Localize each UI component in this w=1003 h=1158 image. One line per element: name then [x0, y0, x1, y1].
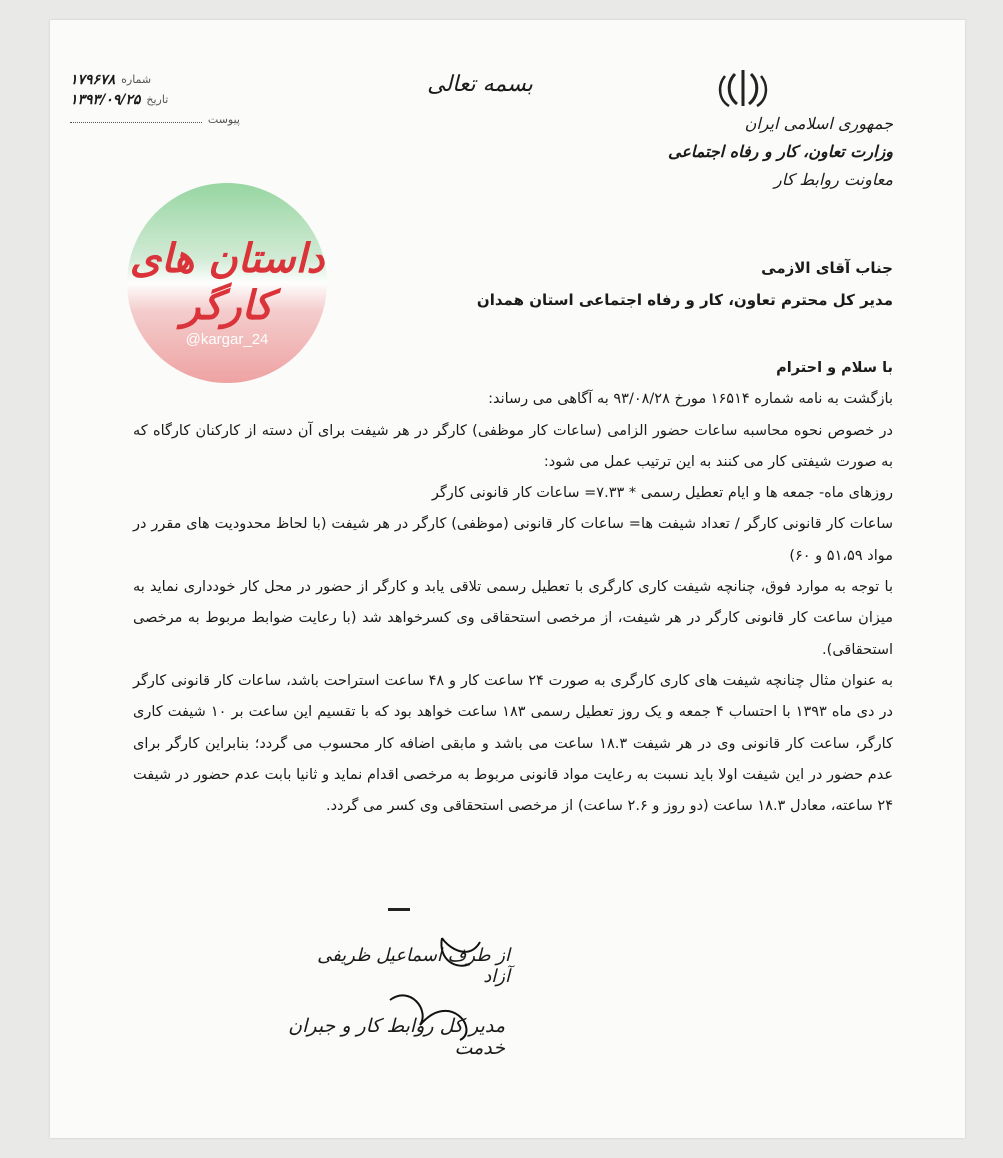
- attachment-label: پیوست: [207, 113, 240, 126]
- letter-body: [133, 353, 893, 822]
- gov-line-1: جمهوری اسلامی ایران: [744, 114, 893, 133]
- watermark-title: داستان های کارگر: [129, 235, 325, 329]
- paragraph-2: در خصوص نحوه محاسبه ساعات حضور الزامی (ساعات کار موظفی) کارگر در هر شیفت برای آن دسته از کارکنان کارگاه که به صورت شیفتی کار می کنند به این ترتیب عمل می شود:: [133, 422, 893, 470]
- addressee-block: [333, 252, 893, 316]
- number-label: شماره: [121, 73, 152, 86]
- bismillah-heading: بسمه تعالی: [427, 72, 533, 97]
- signature-line-1: از طرف اسماعیل ظریفی آزاد: [317, 945, 510, 987]
- paragraph-6: به عنوان مثال چنانچه شیفت های کاری کارگری به صورت ۲۴ ساعت کار و ۴۸ ساعت استراحت باشد، ساعات کار قانونی کارگر در دی ماه ۱۳۹۳ با احتساب ۴ جمعه و یک روز تعطیل رسمی ۱۸۳ ساعت خواهد بود که با تقسیم این ساعت بر ۱۰ شیفت کاری کارگر، ساعت کار قانونی وی در هر شیفت ۱۸.۳ ساعت می باشد و مابقی اضافه کار محسوب می گردد؛ بنابراین کارگر برای عدم حضور در این شیفت اولا باید نسبت به رعایت مواد قانونی مربوط به مرخصی اقدام نماید و ثانیا بابت عدم حضور در شیفت ۲۴ ساعته، معادل ۱۸.۳ ساعت (دو روز و ۲.۶ ساعت) از مرخصی استحقاقی وی کسر می گردد.: [133, 672, 893, 815]
- ministry-header: [643, 110, 893, 194]
- gov-line-3: معاونت روابط کار: [774, 170, 893, 189]
- letter-meta: [70, 70, 240, 130]
- attachment-dots: [70, 110, 202, 123]
- letter-number: ۱۷۹۶۷۸: [70, 72, 116, 88]
- letter-date-row: [70, 90, 240, 110]
- watermark-handle: @kargar_24: [185, 331, 269, 348]
- gov-line-2: وزارت تعاون، کار و رفاه اجتماعی: [668, 142, 893, 161]
- attachment-row: [70, 110, 240, 130]
- iran-emblem-icon: [713, 66, 773, 110]
- greeting: با سلام و احترام: [776, 360, 893, 376]
- letter-date: ۱۳۹۳/۰۹/۲۵: [70, 92, 141, 108]
- paragraph-1: بازگشت به نامه شماره ۱۶۵۱۴ مورخ ۹۳/۰۸/۲۸ به آگاهی می رساند:: [488, 391, 893, 408]
- addressee-name: جناب آقای الازمی: [761, 259, 893, 277]
- separator-dash: [388, 908, 410, 911]
- signature-line-2: مدیر کل روابط کار و جبران خدمت: [288, 1015, 505, 1059]
- addressee-title: مدیر کل محترم تعاون، کار و رفاه اجتماعی استان همدان: [476, 291, 893, 309]
- paragraph-5: با توجه به موارد فوق، چنانچه شیفت کاری کارگری با تعطیل رسمی تلاقی یابد و کارگر از حضور در محل کار خودداری نماید به میزان ساعت کار قانونی کارگر در هر شیفت، از مرخصی استحقاقی وی کسرخواهد شد (با رعایت ضوابط مربوط به مرخصی استحقاقی).: [133, 579, 893, 658]
- paragraph-4: ساعات کار قانونی کارگر / تعداد شیفت ها= ساعات کار قانونی (موظفی) کارگر در هر شیفت (با لحاظ محدودیت های مقرر در مواد ۵۱،۵۹ و ۶۰): [133, 516, 893, 564]
- channel-watermark: [127, 183, 327, 383]
- paragraph-3: روزهای ماه- جمعه ها و ایام تعطیل رسمی * ۷.۳۳= ساعات کار قانونی کارگر: [431, 485, 893, 502]
- date-label: تاریخ: [146, 93, 169, 106]
- letter-number-row: [70, 70, 240, 90]
